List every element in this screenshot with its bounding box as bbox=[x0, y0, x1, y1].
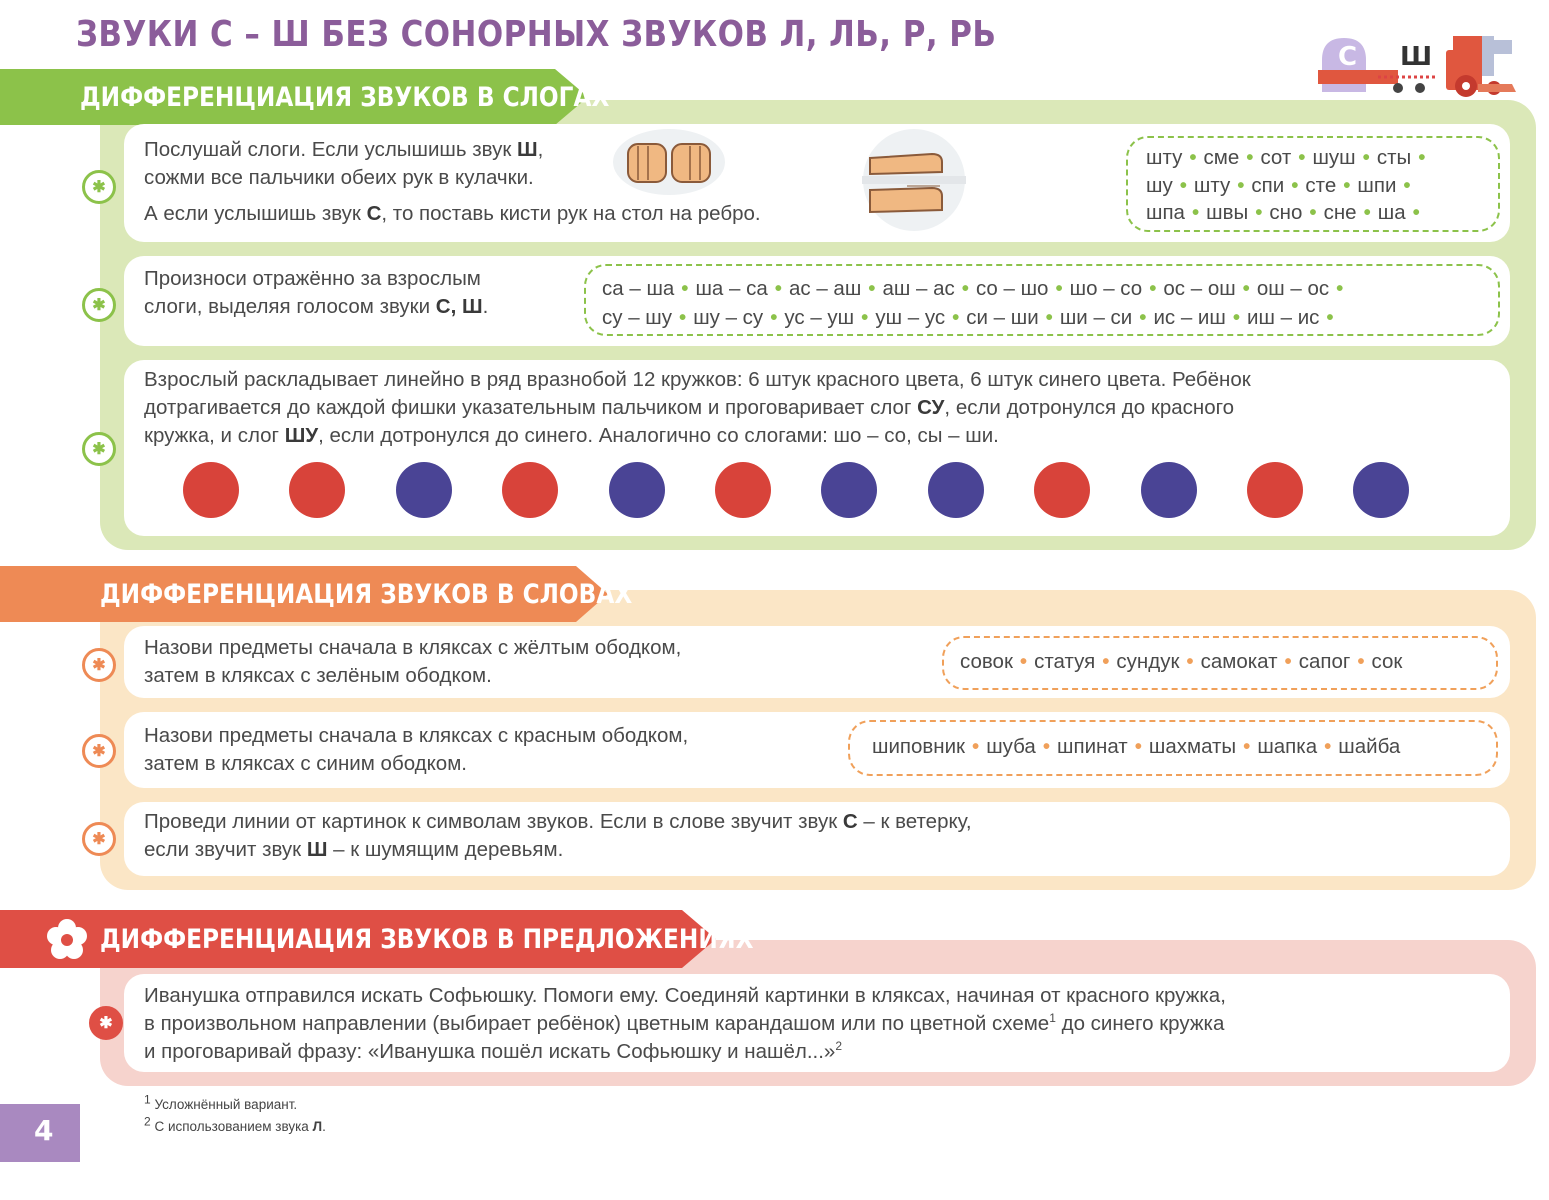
s2-task2-text: Назови предметы сначала в кляксах с красным ободком, затем в кляксах с синим ободком. bbox=[144, 724, 689, 775]
syllable-pair: со – шо bbox=[975, 277, 1049, 300]
asterisk-icon: ✱ bbox=[82, 822, 116, 856]
syllable-pair: ша – са bbox=[695, 277, 768, 300]
bullet-dot: • bbox=[1357, 650, 1365, 673]
sh-words-box bbox=[848, 720, 1498, 776]
word: шапка bbox=[1257, 735, 1318, 758]
syllable-row bbox=[1146, 172, 1498, 200]
syllable: сне bbox=[1323, 201, 1357, 224]
bullet-dot: • bbox=[1045, 306, 1053, 329]
bullet-dot: • bbox=[1412, 201, 1420, 224]
syllable-pair: си – ши bbox=[966, 306, 1039, 329]
bullet-dot: • bbox=[861, 306, 869, 329]
asterisk-icon: ✱ bbox=[82, 432, 116, 466]
syllable: спи bbox=[1251, 173, 1285, 197]
bullet-dot: • bbox=[1139, 306, 1147, 329]
syllable: швы bbox=[1206, 201, 1249, 224]
bullet-dot: • bbox=[1403, 173, 1411, 197]
word: шахматы bbox=[1148, 735, 1237, 758]
word: совок bbox=[960, 650, 1013, 673]
section2-title: ДИФФЕРЕНЦИАЦИЯ ЗВУКОВ В СЛОВАХ bbox=[100, 578, 633, 610]
s3-task1-text: Иванушка отправился искать Софьюшку. Помоги ему. Соединяй картинки в кляксах, начиная от красного кружка, в произвольном направлении (выбирает ребёнок) цветным карандашом или по цветной схеме$^1$ до синего кружка и проговаривай фразу: «Иванушка пошёл искать Софьюшку и нашёл...»$^2$ bbox=[144, 984, 1226, 1063]
s1-task3-text: Взрослый раскладывает линейно в ряд вразнобой 12 кружков: 6 штук красного цвета, 6 штук синего цвета. Ребёнок дотрагивается до каждой фишки указательным пальчиком и проговаривает слог СУ, если дотронулся до красного кружка, и слог ШУ, если дотронулся до синего. Аналогично со слогами: шо – со, сы – ши. bbox=[144, 368, 1251, 447]
page-number: 4 bbox=[34, 1114, 54, 1147]
syllable: шту bbox=[1146, 146, 1183, 169]
red-chip bbox=[715, 462, 771, 518]
word: статуя bbox=[1034, 650, 1096, 673]
syllable: сме bbox=[1203, 146, 1240, 169]
red-chip bbox=[1247, 462, 1303, 518]
bullet-dot: • bbox=[1042, 735, 1051, 758]
hands-edge-icon bbox=[862, 128, 966, 232]
syllable-row bbox=[1146, 199, 1498, 227]
syllable: сот bbox=[1260, 146, 1292, 169]
s2-task3-text: Проведи линии от картинок к символам звуков. Если в слове звучит звук С – к ветерку, если звучит звук Ш – к шумящим деревьям. bbox=[144, 810, 972, 861]
syllable-pair: уш – ус bbox=[875, 306, 946, 329]
bullet-dot: • bbox=[1149, 277, 1157, 300]
bullet-dot: • bbox=[1019, 650, 1028, 673]
asterisk-icon: ✱ bbox=[89, 1006, 123, 1040]
s1-task1-text2: А если услышишь звук С, то поставь кисти рук на стол на ребро. bbox=[144, 202, 761, 225]
bullet-dot: • bbox=[1102, 650, 1110, 673]
asterisk-icon: ✱ bbox=[82, 170, 116, 204]
bullet-dot: • bbox=[972, 735, 980, 758]
bullet-dot: • bbox=[1343, 173, 1351, 197]
bullet-dot: • bbox=[1246, 146, 1254, 169]
syllable-pair: ош – ос bbox=[1256, 277, 1330, 300]
fists-icon bbox=[612, 128, 726, 196]
bullet-dot: • bbox=[1237, 173, 1245, 197]
bullet-dot: • bbox=[1134, 735, 1142, 758]
bullet-dot: • bbox=[774, 277, 782, 300]
blue-chip bbox=[928, 462, 984, 518]
word: шиповник bbox=[872, 735, 966, 758]
syllable-pair: иш – ис bbox=[1247, 306, 1320, 329]
syllable-pair: аш – ас bbox=[882, 277, 955, 300]
bullet-dot: • bbox=[1418, 146, 1426, 169]
bullet-dot: • bbox=[1179, 173, 1187, 197]
bullet-dot: • bbox=[1363, 201, 1371, 224]
syllable: шту bbox=[1193, 173, 1231, 197]
word: шайба bbox=[1338, 735, 1401, 758]
syllable-pair: ши – си bbox=[1059, 306, 1133, 329]
bullet-dot: • bbox=[1324, 735, 1332, 758]
syllable-pair: са – ша bbox=[602, 277, 675, 300]
bullet-dot: • bbox=[1189, 146, 1197, 169]
bullet-dot: • bbox=[1326, 306, 1334, 329]
syllable-pair: су – шу bbox=[602, 306, 672, 329]
syllable-pair-row bbox=[602, 303, 1498, 332]
syllable-row bbox=[1146, 144, 1498, 172]
page-title: ЗВУКИ С – Ш БЕЗ СОНОРНЫХ ЗВУКОВ Л, ЛЬ, Р, РЬ bbox=[76, 14, 997, 55]
bullet-dot: • bbox=[681, 277, 689, 300]
s1-task2-text: Произноси отражённо за взрослым слоги, выделяя голосом звуки С, Ш. bbox=[144, 267, 489, 318]
bullet-dot: • bbox=[1298, 146, 1306, 169]
asterisk-icon: ✱ bbox=[82, 288, 116, 322]
syllables-box bbox=[1126, 136, 1500, 232]
syllable: шуш bbox=[1312, 146, 1356, 169]
blue-chip bbox=[1353, 462, 1409, 518]
syllable: сно bbox=[1269, 201, 1303, 224]
bullet-dot: • bbox=[679, 306, 687, 329]
syllable-pair: шо – со bbox=[1069, 277, 1143, 300]
bullet-dot: • bbox=[1055, 277, 1063, 300]
blue-chip bbox=[396, 462, 452, 518]
bullet-dot: • bbox=[952, 306, 960, 329]
s2-task1-text: Назови предметы сначала в кляксах с жёлтым ободком, затем в кляксах с зелёным ободком. bbox=[144, 636, 682, 687]
word: самокат bbox=[1200, 650, 1278, 673]
bullet-dot: • bbox=[1255, 201, 1263, 224]
bullet-dot: • bbox=[1309, 201, 1317, 224]
bullet-dot: • bbox=[1291, 173, 1299, 197]
blue-chip bbox=[1141, 462, 1197, 518]
red-chip bbox=[289, 462, 345, 518]
bullet-dot: • bbox=[1186, 650, 1194, 673]
bullet-dot: • bbox=[1284, 650, 1292, 673]
red-chip bbox=[1034, 462, 1090, 518]
word: сок bbox=[1371, 650, 1403, 673]
bullet-dot: • bbox=[1232, 306, 1241, 329]
s-words-box bbox=[942, 636, 1498, 690]
bullet-dot: • bbox=[961, 277, 969, 300]
word: сундук bbox=[1116, 650, 1180, 673]
word: шпинат bbox=[1057, 735, 1128, 758]
flower-icon bbox=[44, 917, 90, 963]
section1-title: ДИФФЕРЕНЦИАЦИЯ ЗВУКОВ В СЛОГАХ bbox=[80, 81, 610, 113]
bullet-dot: • bbox=[770, 306, 778, 329]
bullet-dot: • bbox=[1362, 146, 1370, 169]
blue-chip bbox=[821, 462, 877, 518]
syllable-pair: ус – уш bbox=[784, 306, 855, 329]
red-chip bbox=[183, 462, 239, 518]
syllable: сте bbox=[1305, 173, 1337, 197]
syllable-pair: ас – аш bbox=[788, 277, 862, 300]
syllable: шу bbox=[1146, 173, 1173, 197]
bullet-dot: • bbox=[1243, 735, 1251, 758]
blue-chip bbox=[609, 462, 665, 518]
syllable-pair-row bbox=[602, 274, 1498, 303]
s1-task1-text: Послушай слоги. Если услышишь звук Ш, сожми все пальчики обеих рук в кулачки. bbox=[144, 138, 544, 189]
word: сапог bbox=[1298, 650, 1351, 673]
syllable: шпи bbox=[1357, 173, 1397, 197]
syllable: ша bbox=[1377, 201, 1406, 224]
bullet-dot: • bbox=[1242, 277, 1250, 300]
section3-title: ДИФФЕРЕНЦИАЦИЯ ЗВУКОВ В ПРЕДЛОЖЕНИЯХ bbox=[100, 923, 754, 955]
letter-sh: Ш bbox=[1400, 42, 1433, 72]
footnote-2: 2 С использованием звука Л. bbox=[144, 1114, 326, 1134]
syllable-pair: ис – иш bbox=[1153, 306, 1226, 329]
syllable-pairs-box bbox=[584, 264, 1500, 336]
bullet-dot: • bbox=[1336, 277, 1344, 300]
red-chip bbox=[502, 462, 558, 518]
syllable-pair: ос – ош bbox=[1163, 277, 1236, 300]
word: шуба bbox=[986, 735, 1036, 758]
syllable: шпа bbox=[1146, 201, 1185, 224]
footnote-1: 1 Усложнённый вариант. bbox=[144, 1092, 298, 1112]
bullet-dot: • bbox=[1191, 201, 1200, 224]
asterisk-icon: ✱ bbox=[82, 648, 116, 682]
letter-s: С bbox=[1338, 42, 1358, 72]
asterisk-icon: ✱ bbox=[82, 734, 116, 768]
syllable-pair: шу – су bbox=[693, 306, 764, 329]
bullet-dot: • bbox=[868, 277, 876, 300]
syllable: сты bbox=[1376, 146, 1412, 169]
